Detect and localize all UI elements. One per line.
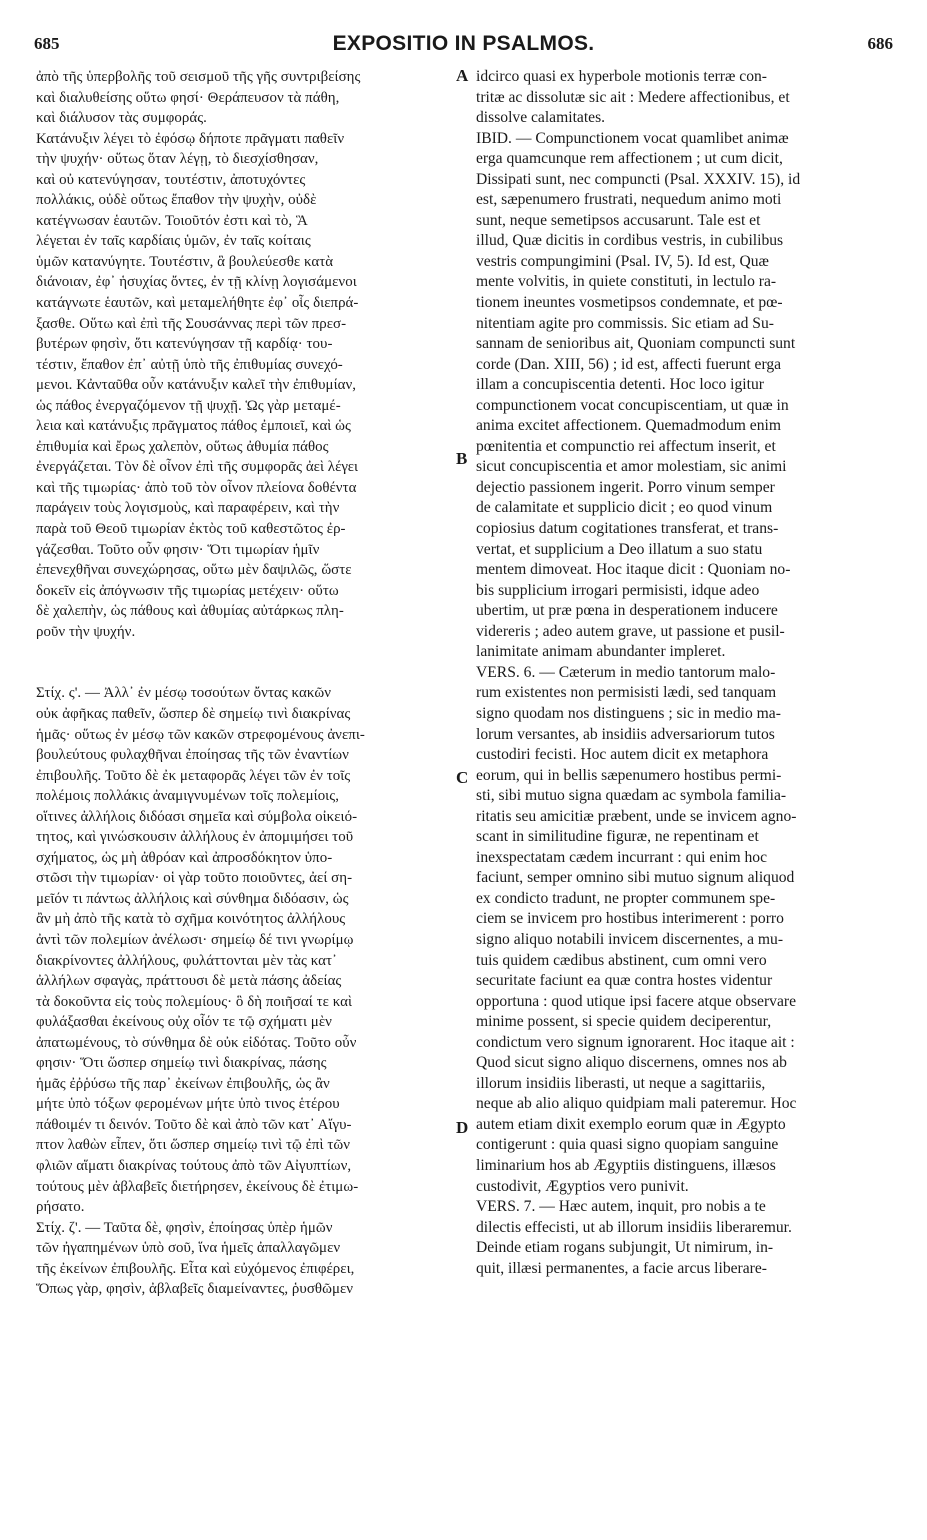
text-line: τὰ δοκοῦντα εἰς τοὺς πολεμίους· ὃ δὴ ποιῆσαί τε καὶ [36,993,353,1010]
text-line: ὑμῶν κατανύγητε. Τουτέστιν, ἃ βουλεύεσθε κατὰ [36,253,334,270]
text-line: γάζεσθαι. Τοῦτο οὖν φησιν· Ὅτι τιμωρίαν ἡμῖν [36,541,320,558]
right-page-number: 686 [867,34,893,53]
text-line: scant in similitudine figuræ, ne repentinam et [476,828,759,846]
text-line: καὶ διάλυσον τὰς συμφοράς. [36,110,207,127]
text-line: πολλάκις, οὐδὲ οὕτως ἔπαθον τὴν ψυχὴν, οὐδὲ [36,192,317,209]
text-line: τούτους μὲν ἀβλαβεῖς διετήρησεν, ἐκείνους δὲ ἐτιμω- [36,1178,359,1195]
text-line: ex condicto tradunt, ne propter communem spe- [476,889,776,907]
blank-line [36,642,448,663]
text-line: eorum, qui in bellis sæpenumero hostibus permi- [476,766,782,784]
text-line: Deinde etiam rogans subjungit, Ut nimirum, in- [476,1239,774,1257]
text-line: Ὅπως γὰρ, φησὶν, ἀβλαβεῖς διαμείναντες, ῥυσθῶμεν [36,1281,354,1298]
text-line: ἡμᾶς· οὕτως ἐν μέσῳ τῶν κακῶν στρεφομένους ἀνεπι- [36,726,365,743]
text-line: sti, sibi mutuo signa quædam ac symbola familia- [476,787,787,805]
text-line: liminarium hos ab Ægyptiis distinguens, illæsos [476,1156,776,1174]
text-line: securitate faciunt ea quæ contra hostes videntur [476,972,773,990]
text-line: lorum versantes, ab insidiis adversariorum tutos [476,725,775,743]
text-line: διάνοιαν, ἐφ᾽ ἡσυχίας ὄντες, ἐν τῇ κλίνῃ λογισάμενοι [36,274,357,291]
text-line: ροῦν τὴν ψυχήν. [36,623,136,640]
text-line: illorum insidiis liberasti, ut neque a sagittariis, [476,1074,766,1092]
text-line: vestris compungimini (Psal. IV, 5). Id est, Quæ [476,252,769,270]
text-line: Στίχ. ς'. — Ἀλλ᾽ ἐν μέσῳ τοσούτων ὄντας κακῶν [36,685,332,702]
text-line: ρήσατο. [36,1199,85,1216]
margin-marker-c: C [456,768,469,787]
text-line: inexspectatam cædem incurrant : qui enim hoc [476,848,767,866]
text-line: καὶ τῆς τιμωρίας· ἀπὸ τοῦ τὸν οἶνον πλείονα δοθέντα [36,479,357,496]
text-line: illam a concupiscentia detenti. Hoc loco igitur [476,376,764,394]
text-line: dejectio passionem ingerit. Porro vinum semper [476,478,775,496]
greek-text-column [36,67,448,1300]
text-line: τὴν ψυχήν· οὕτως ὅταν λέγῃ, τὸ διεσχίσθησαν, [36,151,319,168]
text-line: Dissipati sunt, nec compuncti (Psal. XXXIV. 15), id [476,170,801,188]
text-line: copiosius datum cogitationes transferat, et trans- [476,520,779,538]
text-line: κατέγνωσαν ἑαυτῶν. Τοιοῦτόν ἐστι καὶ τὸ, Ἃ [36,212,308,229]
text-line: opportuna : quod utique ipsi facere atque observare [476,992,796,1010]
blank-line [36,663,448,684]
latin-text-column [476,67,896,1279]
text-line: δοκεῖν εἰς ἀπόγνωσιν τῆς τιμωρίας μετέχειν· οὕτω [36,582,339,599]
text-line: mente volvitis, in quiete constituti, in lectulo ra- [476,273,777,291]
text-line: στῶσι τὴν τιμωρίαν· οἱ γὰρ τοῦτο ποιοῦντες, ἀεί ση- [36,870,353,887]
text-line: καὶ οὐ κατενύγησαν, τουτέστιν, ἀποτυχόντες [36,171,306,188]
text-line: VERS. 6. — Cæterum in medio tantorum malo- [476,663,776,681]
text-line: custodivit, Ægyptios vero punivit. [476,1177,689,1195]
text-line: ἀπατωμένους, τὸ σύνθημα δὲ οὐκ εἰδότας. Τοῦτο οὖν [36,1034,357,1051]
text-line: κατάγνωτε ἑαυτῶν, καὶ μεταμελήθητε ἐφ᾽ οἷς διεπρά- [36,295,359,312]
text-line: idcirco quasi ex hyperbole motionis terræ con- [476,68,768,85]
text-line: τέστιν, ἔπαθον ἐπ᾽ αὐτῇ ὑπὸ τῆς ἐπιθυμίας συνεχό- [36,356,343,373]
text-line: βυτέρων φησὶν, ὅτι κατενύγησαν τῇ καρδίᾳ· του- [36,336,333,353]
running-title: EXPOSITIO IN PSALMOS. [332,32,595,55]
page-header [30,32,897,62]
text-line: IBID. — Compunctionem vocat quamlibet animæ [476,129,789,147]
text-line: mentem dimoveat. Hoc itaque dicit : Quoniam no- [476,561,791,579]
text-line: λεια καὶ κατάνυξις πρᾶγματος πάθος ἐμποιεῖ, καὶ ὡς [36,418,351,435]
text-line: βουλεύτους φυλαχθῆναι ἐποίησας τῆς τῶν ἐναντίων [36,747,349,764]
text-line: signo aliquo notabili invicem discernentes, a mu- [476,930,784,948]
text-line: sannam de senioribus ait, Quoniam compuncti sunt [476,335,796,353]
text-line: μήτε ὑπὸ τόξων φερομένων μήτε ὑπὸ τινος ἑτέρου [36,1096,340,1113]
text-line: sicut concupiscentia et amor molestiam, sic animi [476,458,787,476]
text-line: est, sæpenumero frustrati, nequedum animo moti [476,191,782,209]
text-line: condictum vero signum ignorarent. Hoc itaque ait : [476,1033,795,1051]
text-line: autem etiam dixit exemplo eorum quæ in Ægypto [476,1115,786,1133]
text-line: Κατάνυξιν λέγει τὸ ἐφόσῳ δήποτε πρᾶγματι παθεῖν [36,130,345,147]
text-line: Στίχ. ζ'. — Ταῦτα δὲ, φησὶν, ἐποίησας ὑπὲρ ἡμῶν [36,1219,333,1236]
text-line: lanimitate animam abundanter impleret. [476,643,726,661]
text-line: οὐκ ἀφῆκας παθεῖν, ὥσπερ δὲ σημείῳ τινὶ διακρίνας [36,705,351,722]
text-line: ἂν μὴ ἀπὸ τῆς κατὰ τὸ σχῆμα κοινότητος ἀλλήλους [36,911,346,928]
text-line: VERS. 7. — Hæc autem, inquit, pro nobis a te [476,1198,766,1216]
text-line: πάθοιμέν τι δεινόν. Τοῦτο δὲ καὶ ἀπὸ τῶν κατ᾽ Αἴγυ- [36,1116,352,1133]
text-line: λέγεται ἐν ταῖς καρδίαις ὑμῶν, ἐν ταῖς κοίταις [36,233,311,250]
text-line: πτον λαθὼν εἶπεν, ὅτι ὥσπερ σημείῳ τινὶ τῷ ἐπὶ τῶν [36,1137,350,1154]
text-line: videreris ; adeo autem grave, ut passione et pusil- [476,622,785,640]
text-line: quit, illæsi permanentes, a facie arcus liberare- [476,1259,767,1277]
text-line: pœnitentia et compunctio rei affectum inserit, et [476,437,776,455]
text-line: οἵτινες ἀλλήλοις διδόασι σημεῖα καὶ σύμβολα οἰκειό- [36,808,358,825]
text-line: ritatis seu amicitiæ præbent, unde se invicem agno- [476,807,797,825]
text-line: μεῖόν τι πάντως ἀλλήλοις καὶ σύνθημα διδόασιν, ὡς [36,890,349,907]
text-line: dissolve calamitates. [476,109,606,127]
margin-marker-d: D [456,1118,469,1137]
text-line: ἐπιθυμία καὶ ἔρως χαλεπὸν, οὕτως ἀθυμία πάθος [36,438,329,455]
text-line: ἡμᾶς ἐῤῥύσω τῆς παρ᾽ ἐκείνων ἐπιβουλῆς, ὡς ἂν [36,1075,330,1092]
text-line: illud, Quæ dicitis in cordibus vestris, in cubilibus [476,232,784,250]
text-line: παρὰ τοῦ Θεοῦ τιμωρίαν ἐκτὸς τοῦ καθεστῶτος ἐρ- [36,521,346,538]
text-line: erga quamcunque rem affectionem ; ut cum dicit, [476,150,783,168]
text-line: tritæ ac dissolutæ sic ait : Medere affectionibus, et [476,88,790,106]
text-line: δὲ χαλεπὴν, ὡς πάθους καὶ ἀθυμίας αὐτάρκως πλη- [36,603,344,620]
text-line: καὶ διαλυθείσης οὕτω φησί· Θεράπευσον τὰ πάθη, [36,89,340,106]
text-line: tionem ineuntes vosmetipsos condemnate, et pœ- [476,294,783,312]
text-line: neque ab alio aliquo quidpiam mali pateremur. Hoc [476,1095,797,1113]
text-line: πολέμοις πολλάκις ἀναμιγνυμένων τοῖς πολεμίοις, [36,788,339,805]
text-line: compunctionem vocat concupiscentiam, ut quæ in [476,396,789,414]
text-line: ὡς πάθος ἐνεργαζόμενον τῇ ψυχῇ. Ὡς γὰρ μεταμέ- [36,397,341,414]
text-line: contigerunt : quia quasi signo quopiam sanguine [476,1136,779,1154]
text-line: ἀντὶ τῶν πολεμίων ἀνέλωσι· σημείῳ δέ τινι γνωρίμῳ [36,931,354,948]
text-line: tuis quidem cædibus abstinent, cum omni vero [476,951,767,969]
text-line: bis supplicium irrogari permisisti, idque adeo [476,581,760,599]
text-line: minime possent, si specie quidem deciperentur, [476,1013,772,1031]
text-line: σχήματος, ὡς μὴ ἀθρόαν καὶ ἀπροσδόκητον ὑπο- [36,849,333,866]
text-line: φλιῶν αἵματι διακρίνας τούτους ἀπὸ τῶν Αἰγυπτίων, [36,1157,352,1174]
text-line: dilectis effecisti, ut ab illorum insidiis liberaremur. [476,1218,792,1236]
text-line: ἐπενεχθῆναι συνεχώρησας, οὕτω μὲν δαψιλῶς, ὥστε [36,562,352,579]
text-line: anima excitet affectionem. Quemadmodum enim [476,417,781,435]
text-line: ξασθε. Οὕτω καὶ ἐπὶ τῆς Σουσάννας περὶ τῶν πρεσ- [36,315,347,332]
text-line: sunt, neque semetipsos accusarunt. Tale est et [476,211,761,229]
text-line: Quod sicut signo aliquo discernens, omnes nos ab [476,1054,787,1072]
text-line: rum existentes non permisisti lædi, sed tanquam [476,684,777,702]
text-line: τῶν ἠγαπημένων ὑπὸ σοῦ, ἵνα ἡμεῖς ἀπαλλαγῶμεν [36,1240,341,1257]
text-line: ubertim, ut præ pœna in desperationem inducere [476,602,778,620]
text-line: ἐπιβουλῆς. Τοῦτο δὲ ἐκ μεταφορᾶς λέγει τῶν ἐν τοῖς [36,767,351,784]
text-line: vertat, et supplicium a Deo illatum a suo statu [476,540,763,558]
text-line: παράγειν τοὺς λογισμοὺς, καὶ παραφέρειν, καὶ τὴν [36,500,340,517]
text-line: φυλάξασθαι ἐκείνους οὐχ οἷόν τε τῷ σχήματι μὲν [36,1014,332,1031]
text-line: custodiri fecisti. Hoc autem dicit ex metaphora [476,746,769,764]
text-line: nitentiam agite pro commissis. Sic etiam ad Su- [476,314,774,332]
text-line: ἐνεργάζεται. Τὸν δὲ οἶνον ἐπὶ τῆς συμφορᾶς ἀεὶ λέγει [36,459,359,476]
text-line: τῆς ἐκείνων ἐπιβουλῆς. Εἶτα καὶ εὐχόμενος ἐπιφέρει, [36,1260,355,1277]
text-line: ciem se invicem pro hostibus interimerent : porro [476,910,784,928]
text-line: faciunt, semper omnino sibi mutuo signum aliquod [476,869,795,887]
text-line: de calamitate et supplicio dicit ; eo quod vinum [476,499,773,517]
margin-marker-a: A [456,66,469,85]
left-page-number: 685 [34,34,60,53]
text-line: corde (Dan. XIII, 56) ; id est, affecti fuerunt erga [476,355,782,373]
text-line: διακρίνοντες ἀλλήλους, φυλάττονται μὲν τὰς κατ᾽ [36,952,338,969]
text-line: φησιν· Ὅτι ὥσπερ σημείῳ τινὶ διακρίνας, πάσης [36,1055,327,1072]
text-line: ἀπὸ τῆς ὑπερβολῆς τοῦ σεισμοῦ τῆς γῆς συντριβείσης [36,69,361,85]
text-line: ἀλλήλων σφαγὰς, πράττουσι δὲ μετὰ πάσης ἀδείας [36,973,342,990]
margin-marker-b: B [456,449,468,468]
text-line: signo quodam nos distinguens ; sic in medio ma- [476,704,781,722]
text-line: μενοι. Κἀνταῦθα οὖν κατάνυξιν καλεῖ τὴν ἐπιθυμίαν, [36,377,357,394]
text-line: τητος, καὶ γινώσκουσιν ἀλλήλους ἐν ἀπομιμήσει τοῦ [36,829,354,846]
